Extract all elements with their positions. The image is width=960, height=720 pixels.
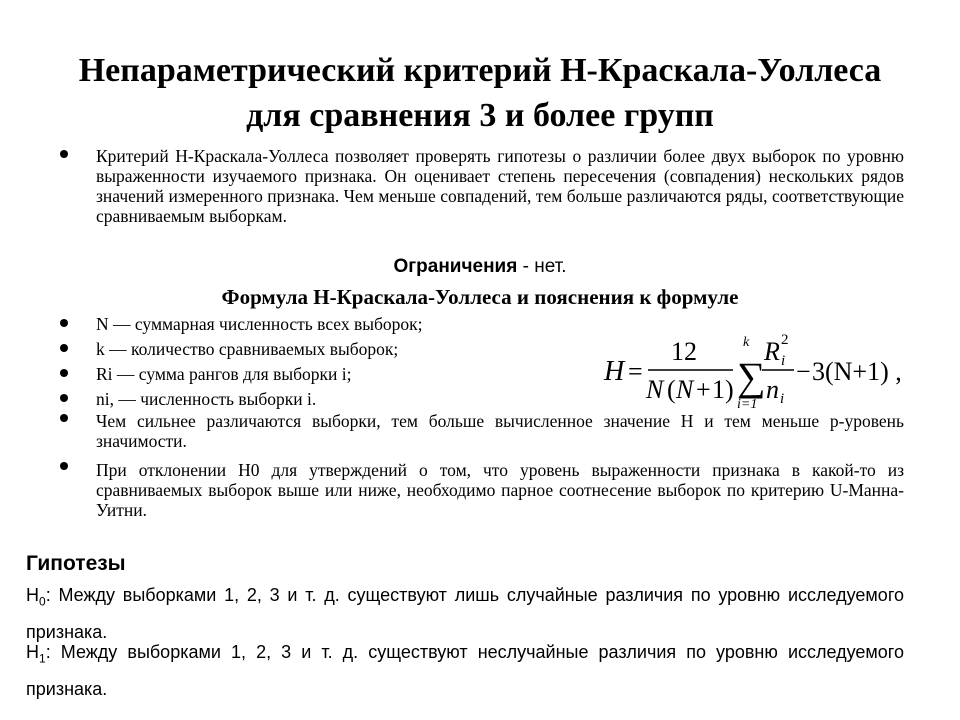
bullet-dot [60, 462, 68, 470]
bullet-dot [60, 414, 68, 422]
restrictions-value: - нет. [517, 256, 567, 277]
formula-sum-bottom: i=1 [737, 397, 758, 412]
formula-den-plus: + [696, 375, 711, 404]
definition-k: k — количество сравниваемых выборок; [96, 339, 399, 359]
restrictions-line [60, 256, 900, 278]
formula-heading: Формула Н-Краскала-Уоллеса и пояснения к формуле [221, 285, 739, 309]
h0-text: : Между выборками 1, 2, 3 и т. д. существуют лишь случайные различия по уровню исследуемого признака. [26, 585, 904, 642]
formula-minus: − [796, 357, 811, 386]
definition-ni: ni, — численность выборки i. [96, 389, 317, 409]
bullet-dot [60, 394, 68, 402]
formula-den-n1: N [646, 375, 664, 404]
note-strength: Чем сильнее различаются выборки, тем больше вычисленное значение Н и тем меньше р-уровень значимости. [96, 411, 904, 451]
formula-den-one: 1 [712, 375, 725, 404]
note-pairwise: При отклонении Н0 для утверждений о том, что уровень выраженности признака в какой-то из сравниваемых выборок выше или ниже, необходимо парное соотнесение выборок по критерию U-Манна-Уитни. [96, 460, 904, 520]
slide-title: Непараметрический критерий Н-Краскала-Уоллеса для сравнения 3 и более групп [78, 52, 882, 134]
h1-sub: 1 [39, 651, 46, 666]
bullet-dot [60, 369, 68, 377]
formula-sum-top: k [743, 335, 750, 350]
hypotheses-title: Гипотезы [26, 552, 126, 575]
h0-letter: H [26, 585, 39, 605]
restrictions-label: Ограничения [393, 256, 518, 277]
formula-ri-sup: 2 [781, 332, 789, 348]
kruskal-wallis-formula [600, 326, 900, 416]
formula-den-n2: N [676, 375, 694, 404]
formula-tail: 3(N+1) , [812, 357, 900, 386]
formula-ni: n [766, 375, 779, 404]
formula-lhs: H [604, 356, 625, 387]
intro-paragraph: Критерий Н-Краскала-Уоллеса позволяет проверять гипотезы о различии более двух выборок по уровню выраженности изучаемого признака. Он оценивает степень пересечения (совпадения) нескольких рядов значений измеренного признака. Чем меньше совпадений, тем больше различаются ряды, соответствующие сравниваемым выборкам. [96, 146, 904, 226]
formula-den-open: ( [667, 375, 676, 404]
bullet-dot [60, 319, 68, 327]
hypothesis-h1 [26, 637, 904, 704]
bullet-dot [60, 344, 68, 352]
formula-ri: R [764, 337, 780, 366]
definition-ri: Ri — сумма рангов для выборки i; [96, 364, 352, 384]
formula-eq: = [628, 357, 643, 386]
formula-num: 12 [671, 337, 697, 366]
formula-ri-sub: i [781, 353, 786, 369]
formula-sigma: ∑ [737, 354, 766, 399]
h1-text: : Между выборками 1, 2, 3 и т. д. существуют неслучайные различия по уровню исследуемого признака. [26, 642, 904, 699]
bullet-dot [60, 150, 68, 158]
h1-letter: H [26, 642, 39, 662]
definition-n: N — суммарная численность всех выборок; [96, 314, 423, 334]
h0-sub: 0 [39, 594, 46, 609]
formula-den-close: ) [725, 375, 734, 404]
formula-ni-sub: i [780, 391, 785, 407]
